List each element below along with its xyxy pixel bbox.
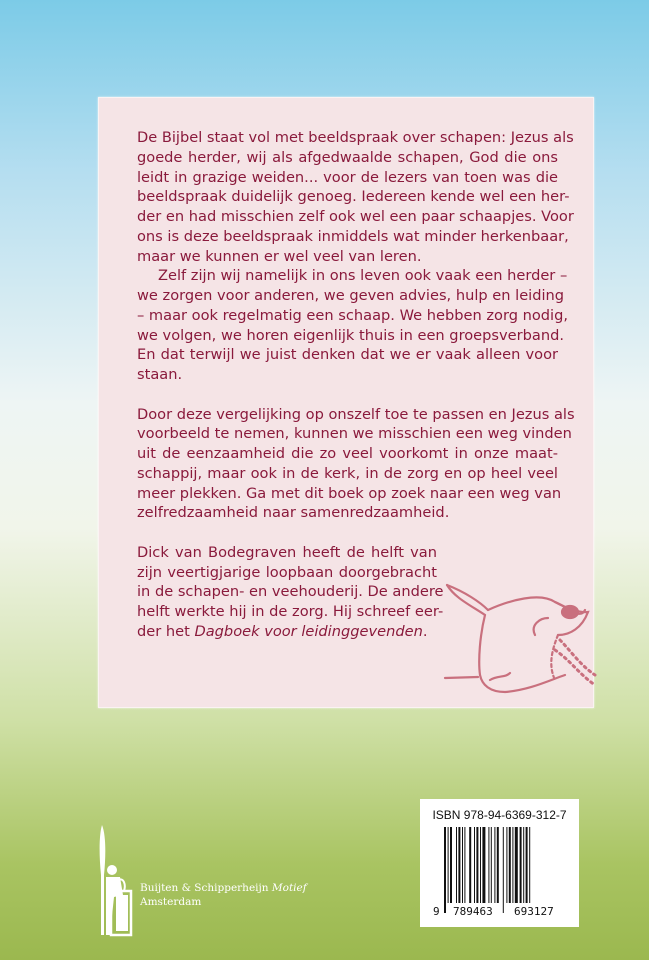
publisher-imprint — [140, 881, 307, 909]
barcode-icon — [444, 827, 562, 913]
text-line: zelfredzaamheid naar samenredzaamheid. — [137, 504, 450, 522]
text-line: schappij, maar ook in de kerk, in de zorg en op heel veel — [137, 464, 558, 482]
text-line: voorbeeld te nemen, kunnen we misschien een weg vinden — [137, 425, 572, 443]
barcode-bar — [494, 827, 495, 903]
text-line: maar we kunnen er wel veel van leren. — [137, 247, 422, 265]
text-line: Zelf zijn wij namelijk in ons leven ook vaak een herder – — [158, 267, 568, 285]
text-line: in de schapen- en veehouderij. De andere — [137, 583, 444, 601]
barcode-digits-right: 693127 — [514, 905, 554, 918]
barcode-bar — [506, 827, 507, 903]
barcode-bar — [497, 827, 499, 903]
text-line: En dat terwijl we juist denken dat we er vaak alleen voor — [137, 346, 558, 364]
barcode-bar — [450, 827, 452, 903]
barcode-bar — [444, 827, 446, 913]
bio-line — [137, 622, 437, 642]
text-line: ons is deze beeldspraak inmiddels wat minder herkenbaar, — [137, 227, 569, 245]
barcode-bar — [474, 827, 475, 903]
barcode-bar — [482, 827, 485, 903]
text-line: uit de eenzaamheid die zo veel voorkomt in onze maat- — [137, 445, 558, 462]
sheep-illustration — [430, 580, 600, 705]
isbn-barcode — [420, 799, 579, 927]
barcode-digit: 9 — [433, 905, 440, 918]
text-line: meer plekken. Ga met dit boek op zoek naar een weg van — [137, 484, 562, 502]
publisher-imprint-name: Motief — [271, 882, 307, 894]
publisher-city: Amsterdam — [140, 896, 202, 908]
isbn-label: ISBN 978-94-6369-312-7 — [432, 808, 567, 822]
barcode-bar — [448, 827, 449, 903]
text-line: beeldspraak duidelijk genoeg. Iedereen kende wel een her- — [137, 188, 570, 206]
bio-text: . — [422, 622, 428, 640]
barcode-bar — [529, 827, 530, 903]
barcode-bar — [458, 827, 460, 903]
bio-text: der het — [137, 622, 195, 640]
barcode-digits-left: 789463 — [453, 905, 493, 918]
barcode-bar — [456, 827, 457, 903]
text-line: Dick van Bodegraven heeft de helft van — [137, 543, 437, 561]
publisher-name: Buijten & Schipperheijn — [140, 882, 269, 894]
text-line: goede herder, wij als afgedwaalde schapen, God die ons — [137, 148, 558, 166]
barcode-bar — [512, 827, 513, 903]
barcode-bar — [462, 827, 463, 903]
text-line: Door deze vergelijking op onszelf toe te passen en Jezus als — [137, 405, 575, 423]
barcode-bar — [464, 827, 465, 903]
blurb-text — [137, 128, 575, 642]
barcode-bar — [526, 827, 528, 903]
text-line: der en had misschien zelf ook wel een paar schaapjes. Voor — [137, 208, 574, 225]
barcode-bar — [523, 827, 524, 903]
barcode-bar — [520, 827, 522, 903]
text-line: leidt in grazige weiden... voor de lezers van toen was die — [137, 168, 558, 186]
text-line: – maar ook regelmatig een schaap. We hebben zorg nodig, — [137, 306, 569, 324]
barcode-bar — [488, 827, 489, 903]
text-line: staan. — [137, 366, 183, 383]
barcode-bar — [469, 827, 471, 903]
text-line: helft werkte hij in de zorg. Hij schreef eer- — [137, 603, 444, 620]
barcode-bar — [515, 827, 518, 903]
text-line: zijn veertigjarige loopbaan doorgebracht — [137, 563, 437, 581]
text-line: De Bijbel staat vol met beeldspraak over schapen: Jezus als — [137, 129, 574, 146]
text-line: we zorgen voor anderen, we geven advies, hulp en leiding — [137, 287, 565, 304]
book-title: Dagboek voor leidinggevenden — [194, 622, 423, 640]
barcode-bar — [480, 827, 481, 903]
barcode-bar — [476, 827, 478, 903]
barcode-bar — [491, 827, 492, 903]
text-line: we volgen, we horen eigenlijk thuis in een groepsverband. — [137, 326, 564, 344]
barcode-bar — [509, 827, 511, 903]
barcode-bar — [503, 827, 504, 913]
publisher-logo-icon — [96, 825, 138, 945]
